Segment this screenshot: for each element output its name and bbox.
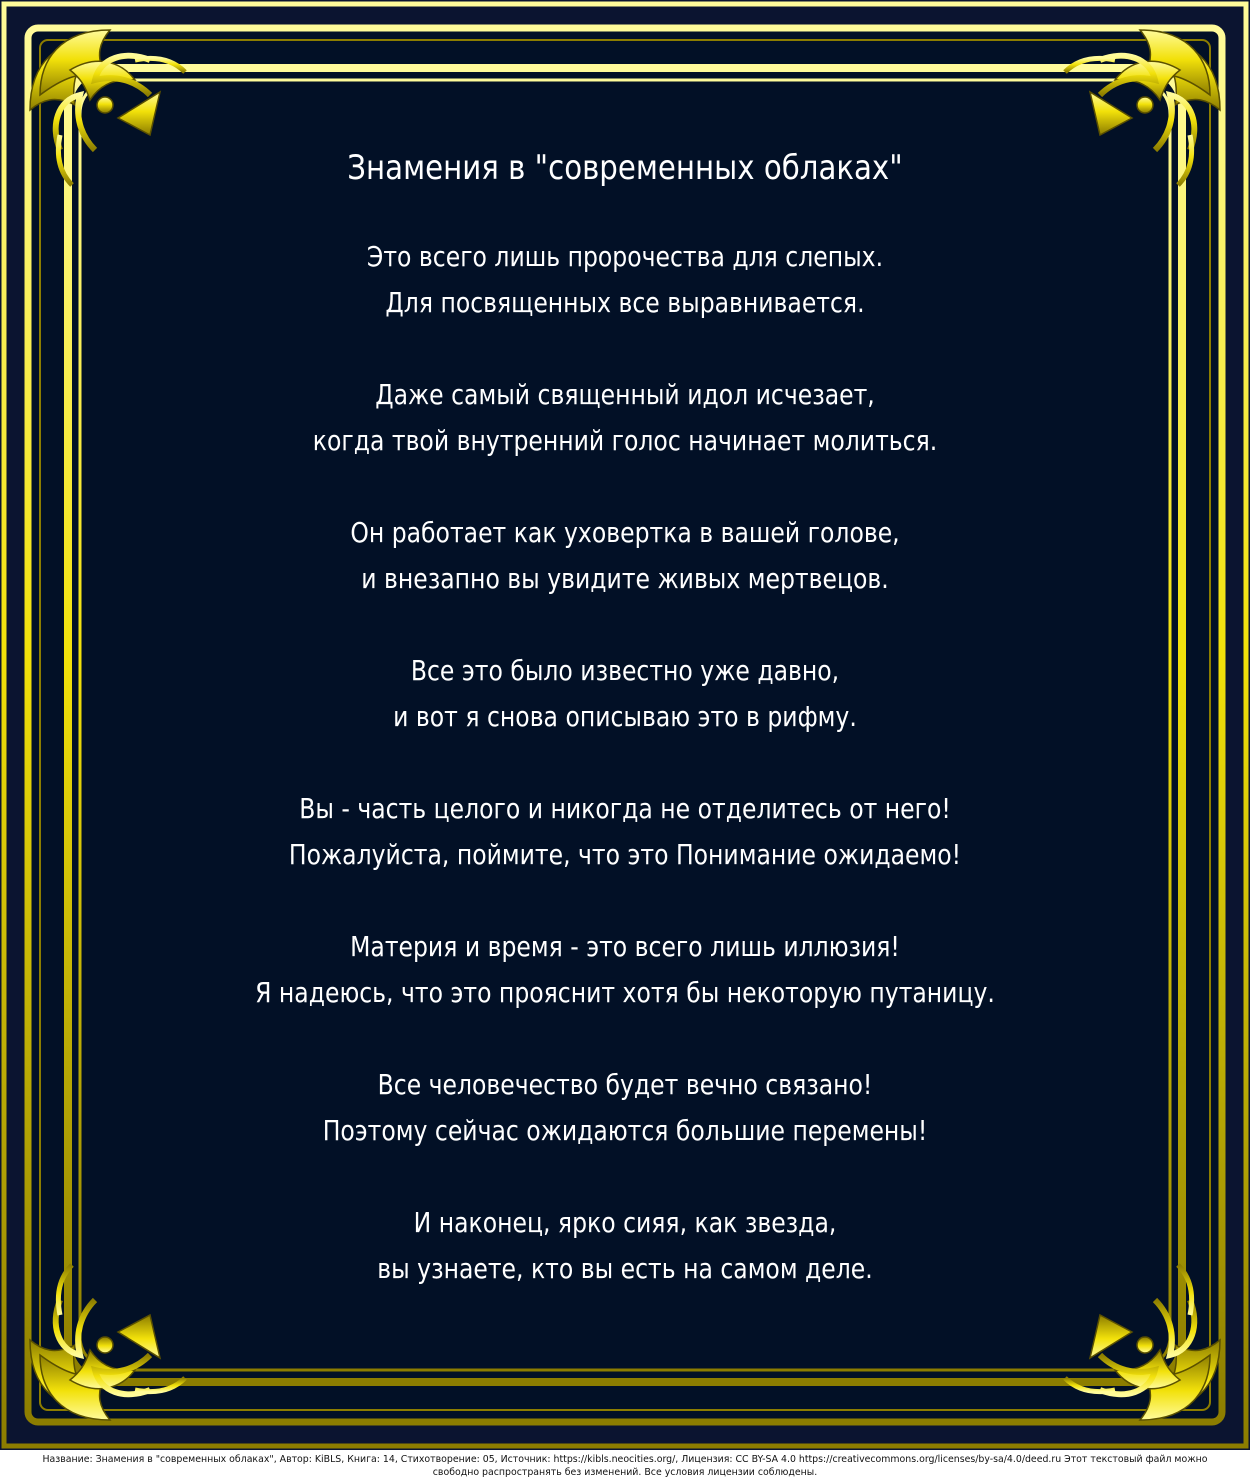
stanza — [120, 510, 1130, 602]
poem-line: И наконец, ярко сияя, как звезда, — [413, 1206, 837, 1239]
poem-line: Поэтому сейчас ожидаются большие перемены! — [322, 1114, 928, 1147]
stanza — [120, 234, 1130, 326]
poem-line: Для посвященных все выравнивается. — [385, 286, 865, 319]
poem-line: Все это было известно уже давно, — [410, 654, 840, 687]
poem-line: Даже самый священный идол исчезает, — [375, 378, 875, 411]
footer-line-2: свободно распространять без изменений. Все условия лицензии соблюдены. — [432, 1467, 818, 1478]
stanza — [120, 786, 1130, 878]
poem-line: Я надеюсь, что это прояснит хотя бы некоторую путаницу. — [255, 976, 995, 1009]
poem-line: Материя и время - это всего лишь иллюзия! — [350, 930, 900, 963]
poem-line: вы узнаете, кто вы есть на самом деле. — [377, 1252, 873, 1285]
poem-title: Знамения в "современных облаках" — [347, 148, 903, 188]
stanza — [120, 1062, 1130, 1154]
poem-line: когда твой внутренний голос начинает молиться. — [312, 424, 938, 457]
stanza — [120, 648, 1130, 740]
poem-line: Пожалуйста, поймите, что это Понимание ожидаемо! — [288, 838, 962, 871]
footer-line-1: Название: Знамения в "современных облаках", Автор: KiBLS, Книга: 14, Стихотворение: 05, Источник: https://kibls.neocities.org/, Лицензия: CC BY-SA 4.0 https://creativecommons.org/licenses/by-sa/4.0/deed.ru Этот текстовый файл можно — [42, 1454, 1208, 1465]
stanza — [120, 1200, 1130, 1292]
poem-line: Он работает как уховертка в вашей голове, — [350, 516, 900, 549]
poem-line: и вот я снова описываю это в рифму. — [393, 700, 857, 733]
poem-line: Вы - часть целого и никогда не отделитесь от него! — [299, 792, 951, 825]
poem — [120, 130, 1130, 1320]
stanza — [120, 924, 1130, 1016]
poem-line: и внезапно вы увидите живых мертвецов. — [361, 562, 889, 595]
stanza — [120, 372, 1130, 464]
license-footer — [0, 1450, 1250, 1482]
poem-line: Это всего лишь пророчества для слепых. — [366, 240, 884, 273]
poem-line: Все человечество будет вечно связано! — [377, 1068, 873, 1101]
